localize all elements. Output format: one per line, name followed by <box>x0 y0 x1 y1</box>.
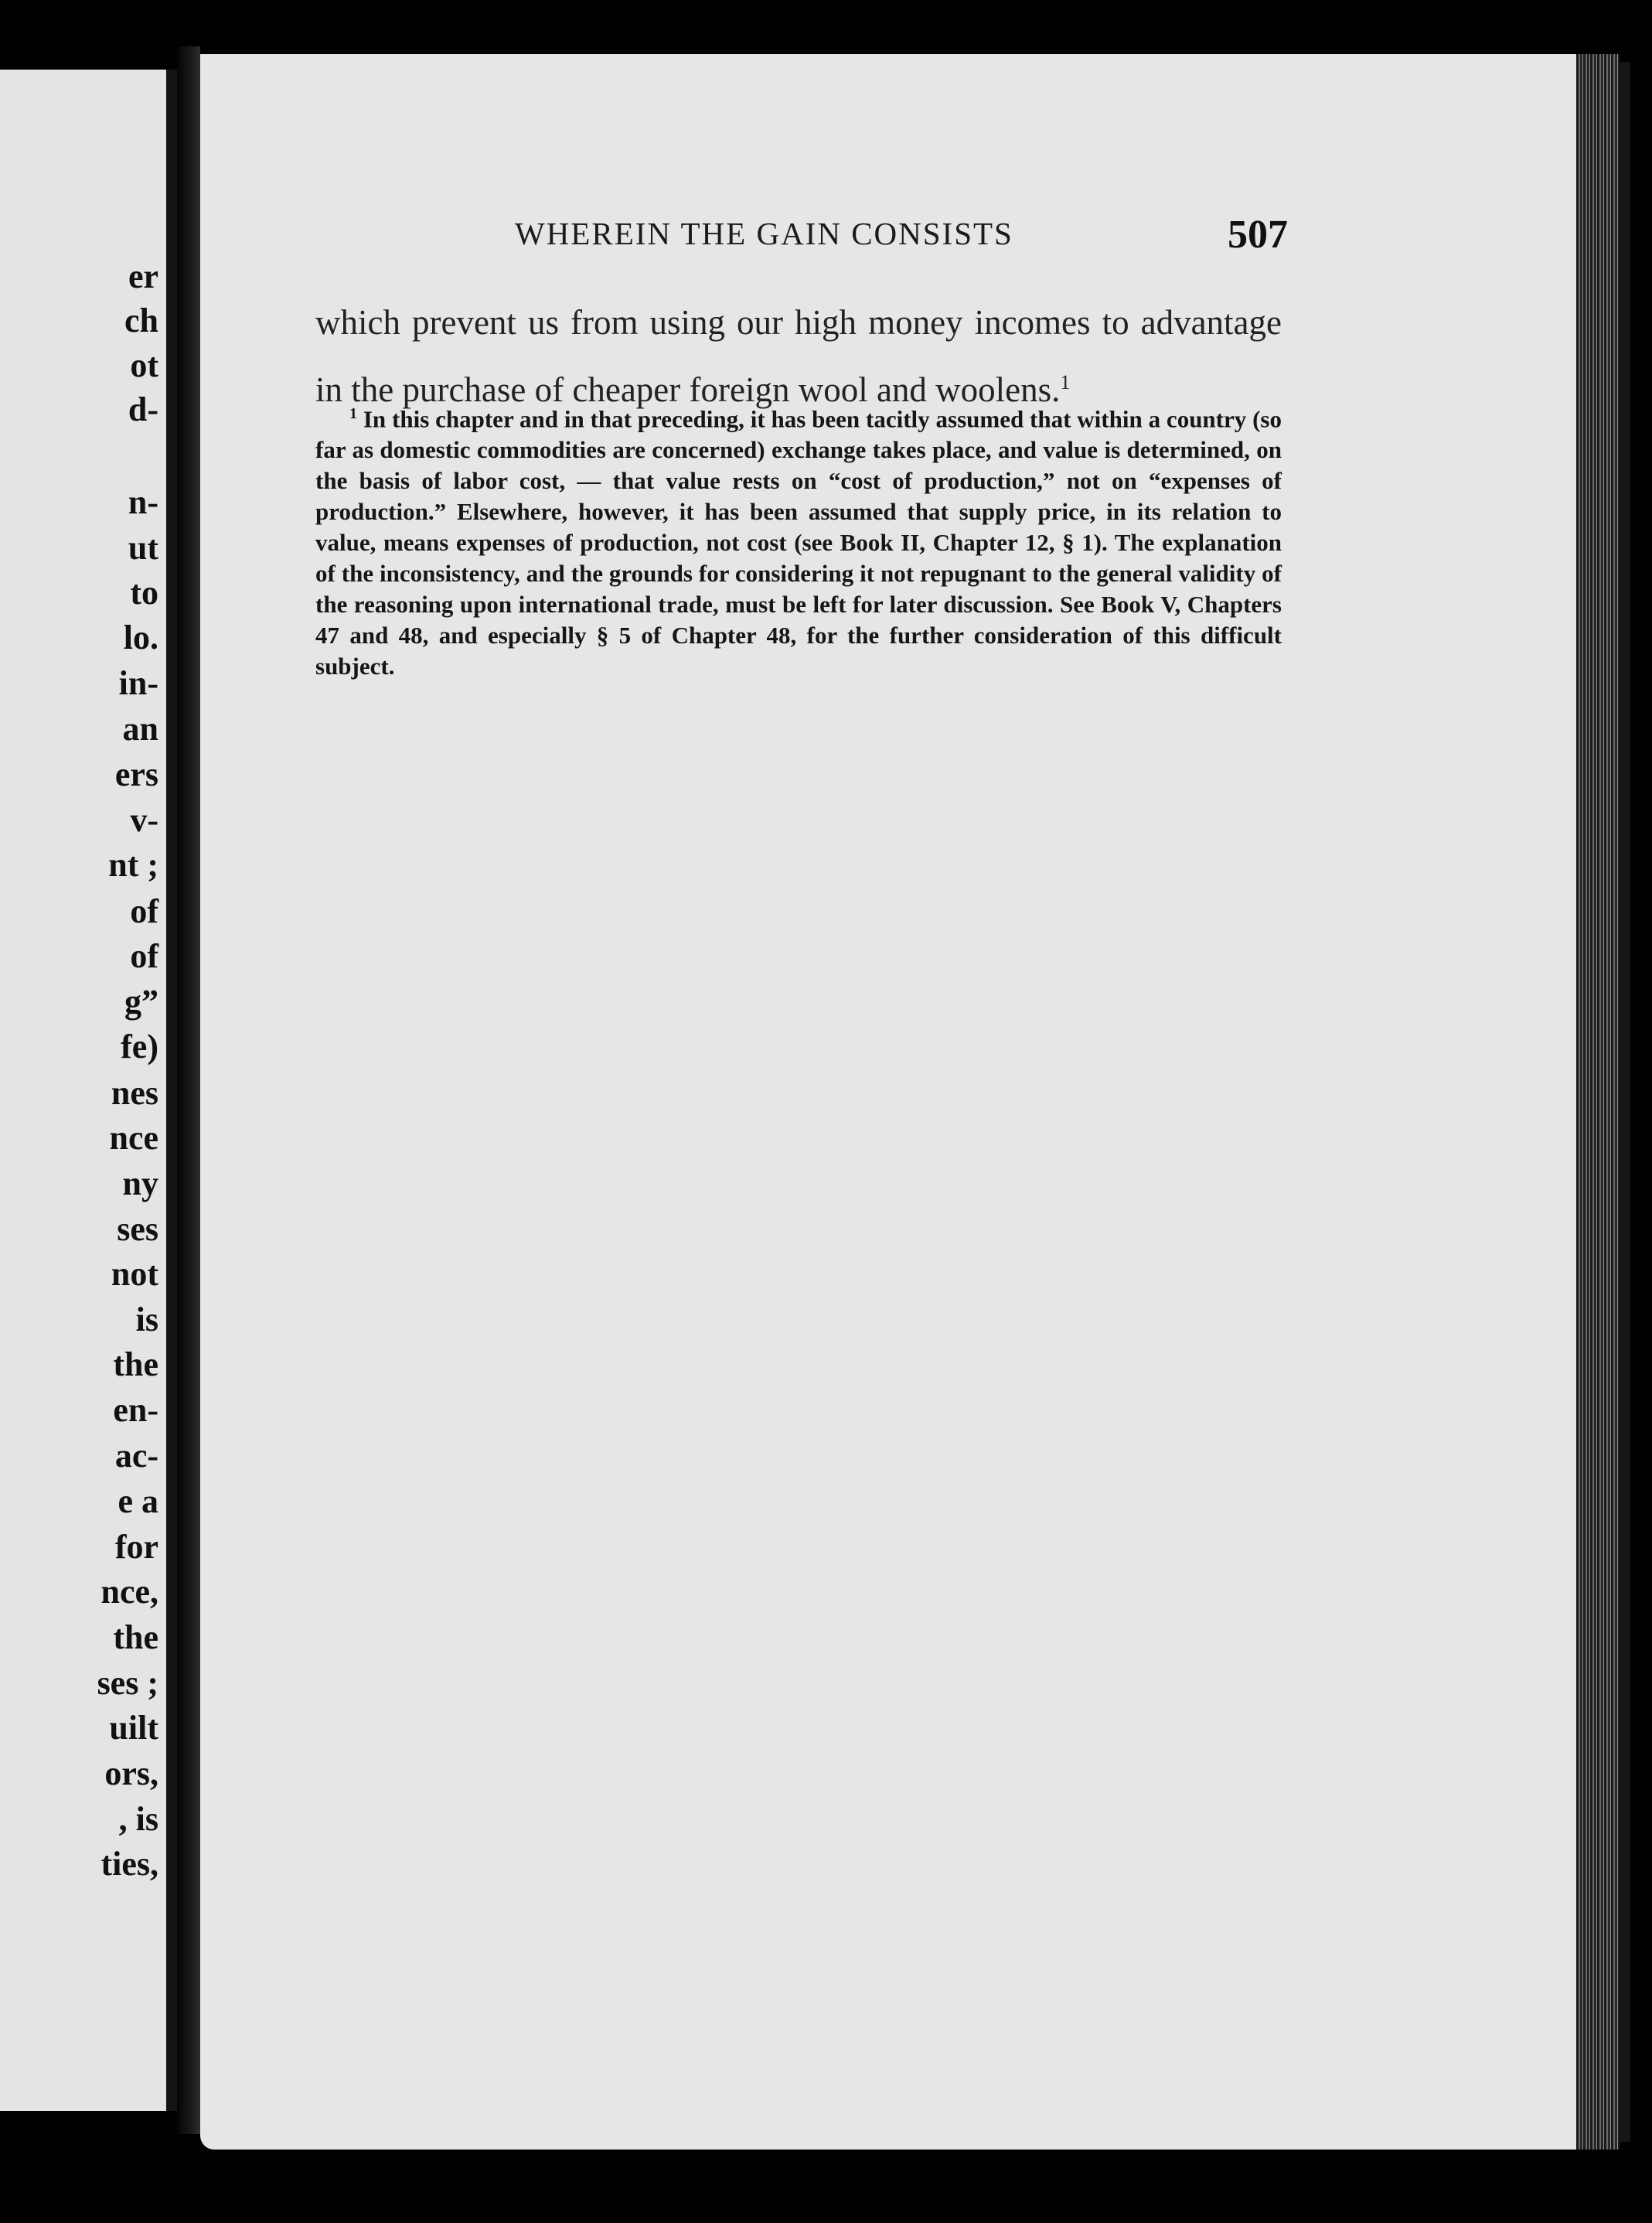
left-page-line-fragment: nes <box>111 1074 158 1112</box>
left-page-line-fragment: ers <box>114 755 158 793</box>
left-page-line-fragment: nt ; <box>108 846 158 884</box>
left-page-line-fragment: lo. <box>123 619 158 656</box>
running-head <box>515 215 1288 261</box>
left-page-line-fragment: d- <box>128 390 158 428</box>
page-edge-shadow <box>1620 62 1630 2142</box>
left-page-line-fragment: ses <box>117 1210 158 1248</box>
left-page-line-fragment: ac- <box>114 1437 158 1475</box>
footnote-text: In this chapter and in that preceding, it has been tacitly assumed that within a country (so far as domestic commodities are concerned) exchange takes place, and value is determined, on the basis of labor cost, — that value rests on “cost of production,” not on “expenses of production.” Elsewhere, however, it has been assumed that supply price, in its relation to value, means expenses of production, not cost (see Book II, Chapter 12, § 1). The explanation of the inconsistency, and the grounds for considering it not repugnant to the general validity of the reasoning upon international trade, must be left for later discussion. See Book V, Chapters 47 and 48, and especially § 5 of Chapter 48, for the further consideration of this difficult subject. <box>315 405 1282 680</box>
left-page-line-fragment: an <box>122 710 158 748</box>
previous-page-fragment <box>0 70 177 2111</box>
left-page-line-fragment: ch <box>124 302 158 339</box>
left-page-line-fragment: the <box>113 1345 158 1383</box>
left-page-line-fragment: to <box>130 574 158 612</box>
page-number: 507 <box>1228 213 1288 257</box>
left-page-line-fragment: not <box>111 1255 158 1293</box>
left-page-line-fragment: uilt <box>109 1709 158 1747</box>
left-page-line-fragment: ut <box>128 529 158 567</box>
left-page-line-fragment: for <box>114 1528 158 1566</box>
left-page-line-fragment: ors, <box>104 1754 158 1792</box>
left-page-line-fragment: n- <box>128 483 158 521</box>
left-page-line-fragment: fe) <box>121 1028 158 1065</box>
footnote <box>315 398 1282 682</box>
running-title: WHEREIN THE GAIN CONSISTS <box>515 216 1013 251</box>
left-page-line-fragment: g” <box>124 983 158 1021</box>
left-page-line-fragment: nce <box>109 1119 158 1157</box>
left-page-line-fragment: of <box>130 937 158 975</box>
left-page-line-fragment: ny <box>122 1164 158 1202</box>
left-page-line-fragment: en- <box>113 1391 158 1429</box>
left-page-line-fragment: nce, <box>100 1573 158 1611</box>
left-page-line-fragment: the <box>113 1618 158 1656</box>
body-text: which prevent us from using our high money incomes to advantage in the purchase of cheaper foreign wool and woolens. <box>315 303 1282 409</box>
footnote-marker: 1 <box>349 405 357 422</box>
left-page-line-fragment: e a <box>118 1482 158 1520</box>
page-edge <box>1576 54 1620 2150</box>
left-page-line-fragment: ses ; <box>97 1664 158 1702</box>
left-page-line-fragment: ties, <box>100 1845 158 1883</box>
left-page-line-fragment: in- <box>118 664 158 702</box>
book-gutter <box>177 46 200 2134</box>
left-page-line-fragment: er <box>128 257 158 295</box>
left-page-line-fragment: , is <box>118 1800 158 1838</box>
left-page-line-fragment: v- <box>130 801 158 839</box>
left-page-line-fragment: ot <box>130 346 158 384</box>
footnote-reference: 1 <box>1060 371 1071 394</box>
left-page-line-fragment: is <box>135 1301 158 1338</box>
left-page-line-fragment: of <box>130 892 158 930</box>
